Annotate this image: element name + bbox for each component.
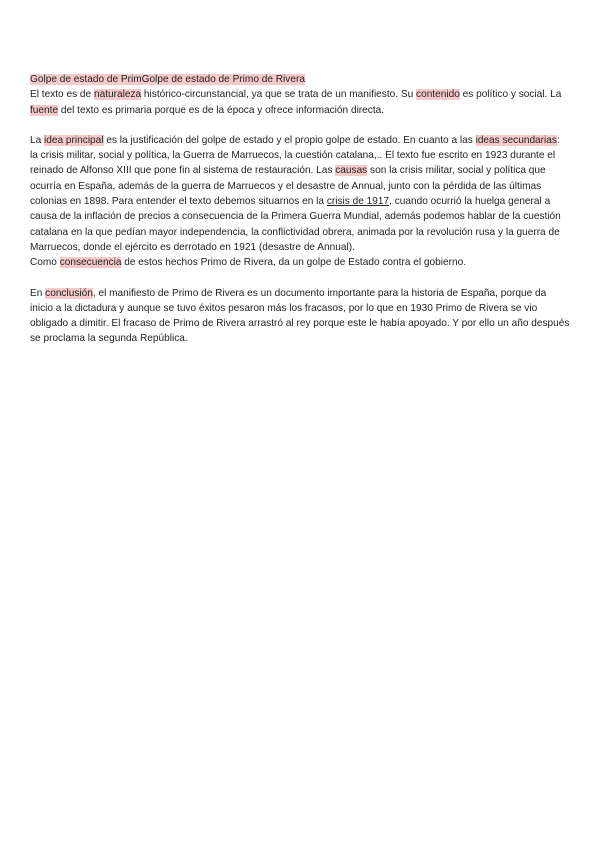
text-run: histórico-circunstancial, ya que se trata de un manifiesto. Su [141, 89, 417, 101]
highlighted-term: consecuencia [59, 257, 122, 269]
highlighted-term: fuente [30, 104, 59, 116]
text-run: Como [30, 257, 60, 269]
intro-paragraph [30, 87, 570, 118]
document-page [30, 72, 570, 347]
text-run: , cuando ocurrió la huelga general a causa de la inflación de precios a consecuencia de la Primera Guerra Mundial, además podemos hablar de la cuestión catalana en la que pedían mayor independencia, la conflictividad obrera, animada por la revolución rusa y la guerra de Marruecos, donde el ejército es derrotado en 1921 (desastre de Annual). [30, 196, 561, 253]
document-title [30, 72, 570, 87]
highlighted-term: conclusión [45, 287, 93, 299]
highlighted-term: idea principal [44, 134, 104, 146]
highlighted-term: causas [335, 165, 368, 177]
text-run: de estos hechos Primo de Rivera, da un golpe de Estado contra el gobierno. [121, 257, 466, 269]
text-run: : la crisis militar, social y política, la Guerra de Marruecos, la cuestión catalana,.. El texto fue escrito en 1923 durante el reinado de Alfonso XIII que pone fin al sistema de restauración. Las [30, 134, 560, 177]
text-run: del texto es primaria porque es de la época y ofrece información directa. [58, 104, 385, 116]
underlined-term: crisis de 1917 [326, 196, 390, 208]
paragraph-spacer [30, 118, 570, 133]
consequence-paragraph [30, 255, 570, 270]
highlighted-term: naturaleza [93, 89, 142, 101]
text-run: es la justificación del golpe de estado y el propio golpe de estado. En cuanto a las [103, 134, 476, 146]
text-run: , el manifiesto de Primo de Rivera es un documento importante para la historia de España, porque da inicio a la dictadura y aunque se tuvo éxitos pesaron más los fracasos, por lo que en 1930 Primo de Rivera se vio obligado a dimitir. El fracaso de Primo de Rivera arrastró al rey porque este le había apoyado. Y por ello un año después se proclama la segunda República. [30, 287, 570, 345]
text-run: es político y social. La [459, 89, 562, 101]
text-run: El texto es de [30, 89, 94, 101]
paragraph-spacer [30, 271, 570, 286]
title-highlight: Golpe de estado de PrimGolpe de estado de Primo de Rivera [30, 74, 305, 85]
highlighted-term: ideas secundarias [475, 134, 557, 146]
highlighted-term: contenido [416, 89, 460, 101]
text-run: La [30, 134, 45, 146]
text-run: En [30, 287, 46, 299]
text-run: son la crisis militar, social y política que ocurría en España, además de la guerra de Marruecos y el desastre de Annual, junto con la pérdida de las últimas colonias en 1898. Para entender el texto debemos situarnos en la [30, 165, 546, 208]
body-paragraph [30, 133, 570, 255]
conclusion-paragraph [30, 286, 570, 347]
